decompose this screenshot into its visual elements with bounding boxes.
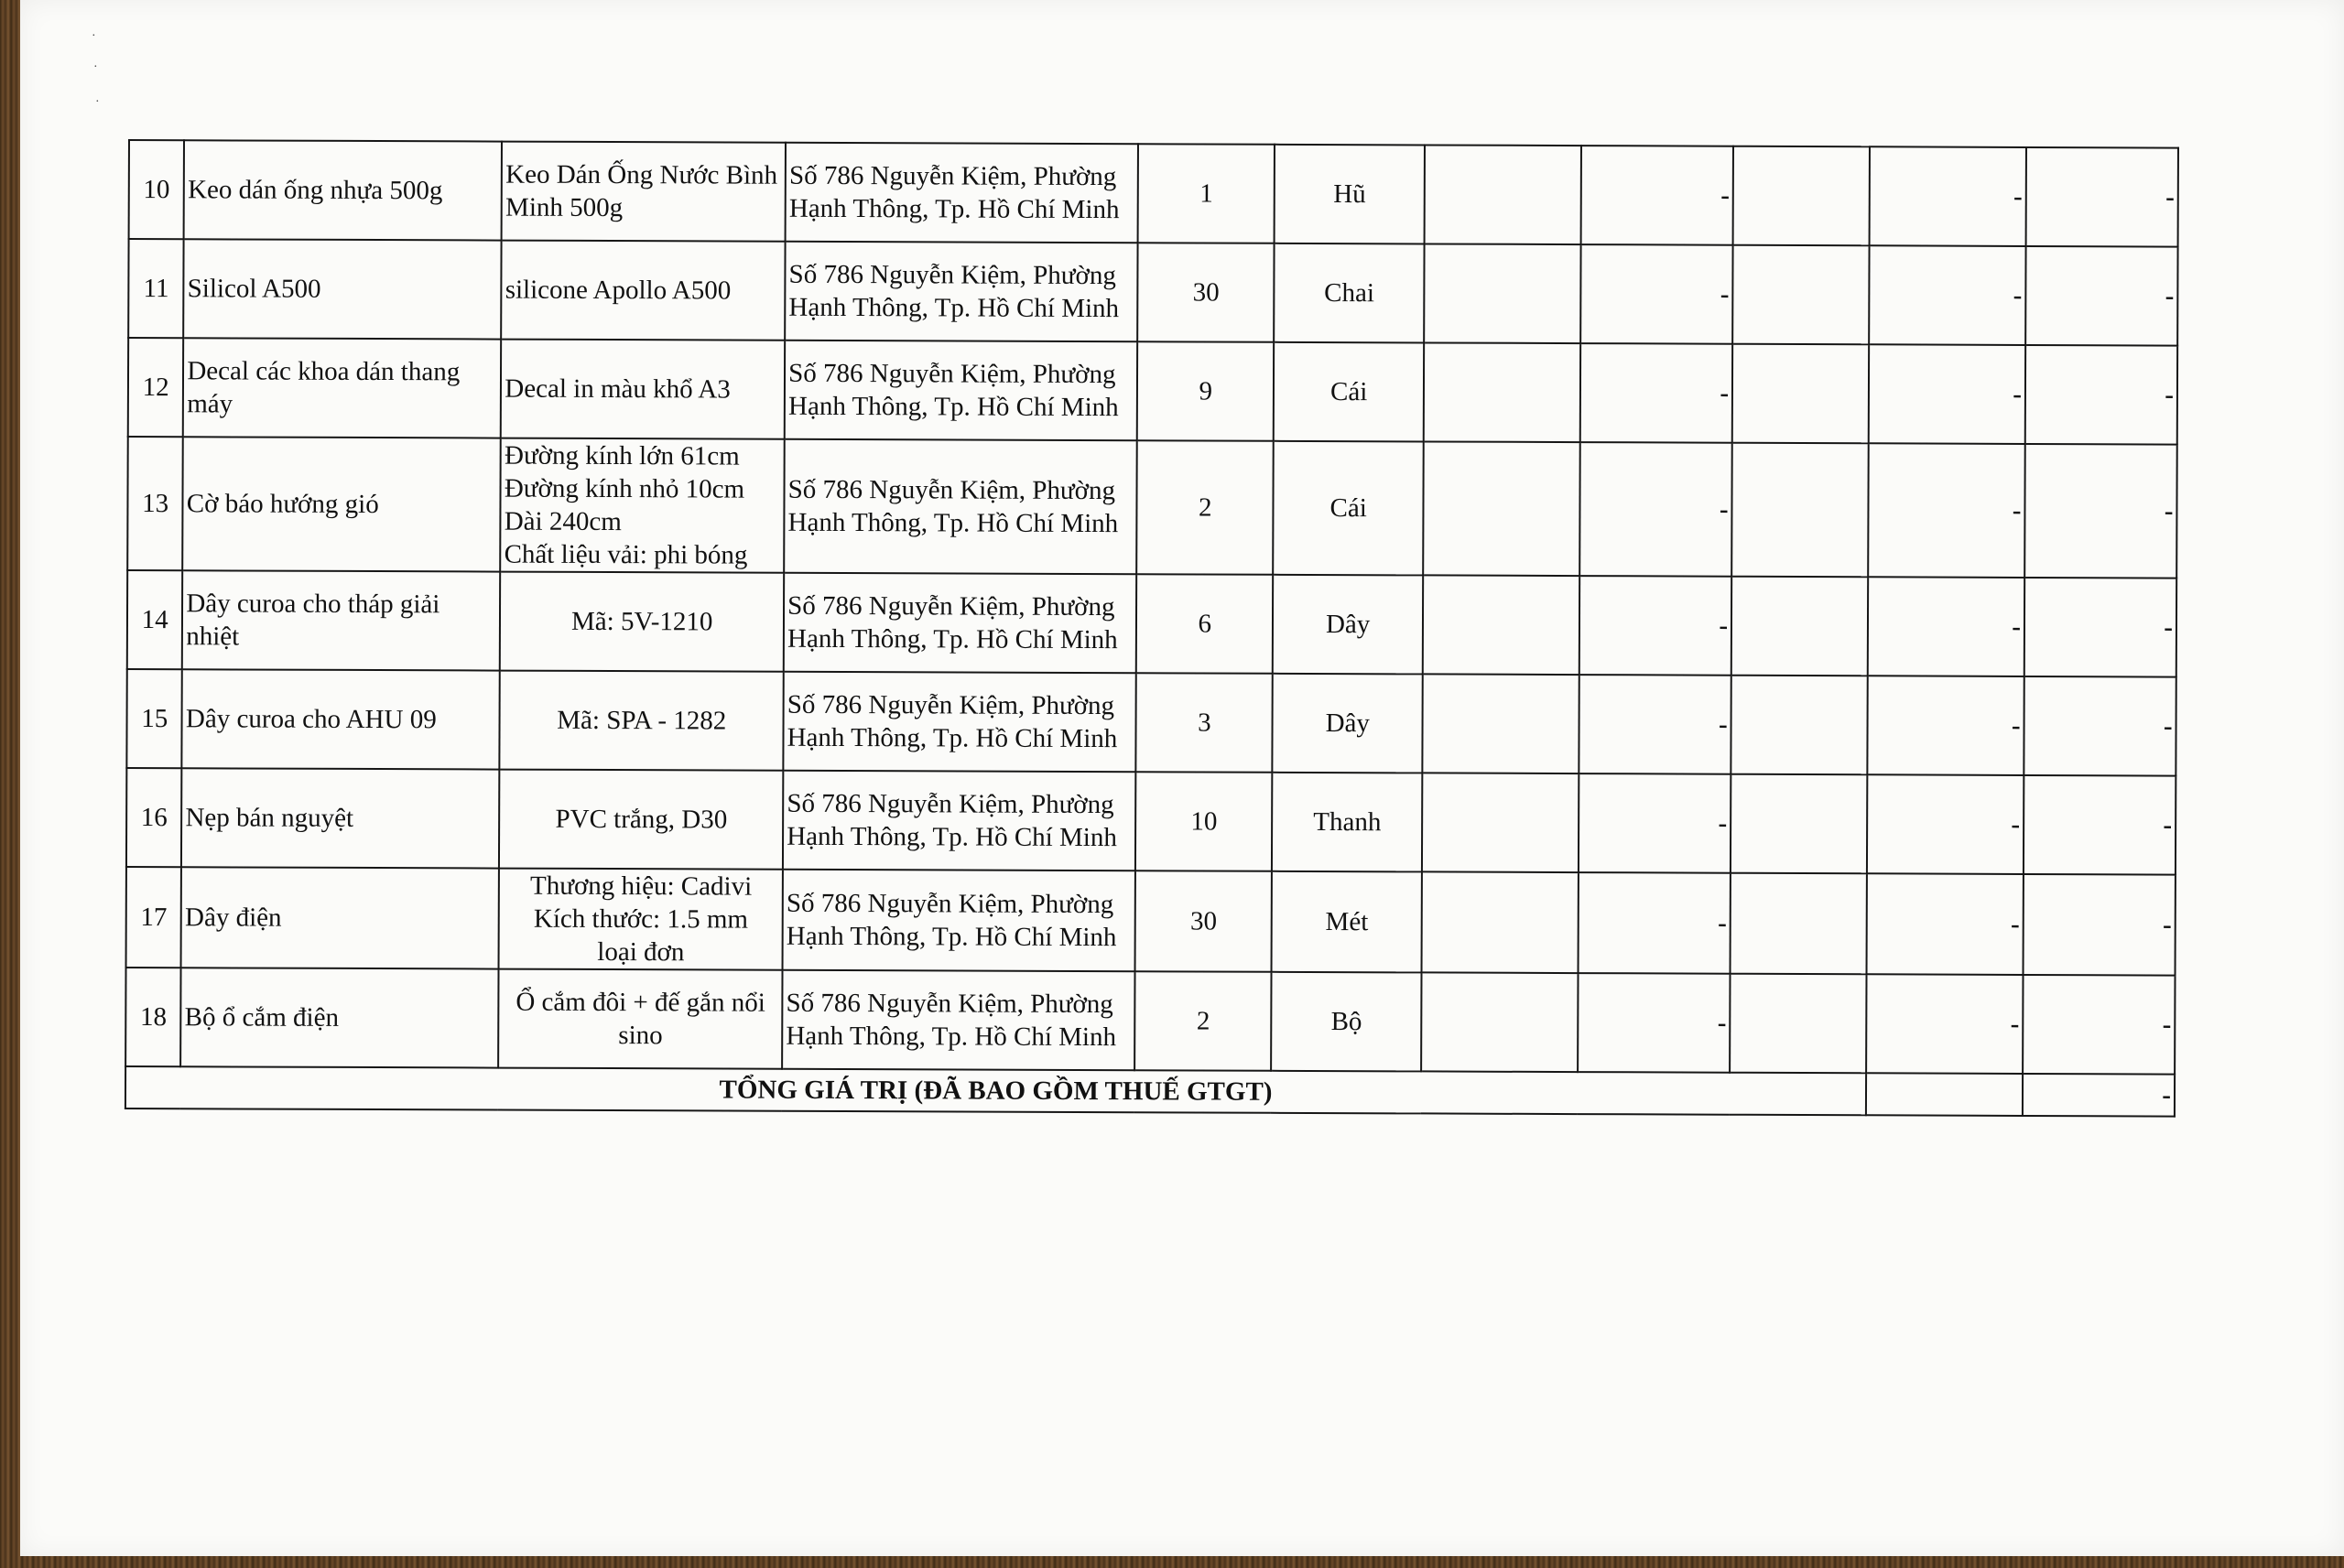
item-quantity: 2 (1137, 440, 1274, 575)
total-amount-cell: - (2023, 975, 2175, 1075)
vat-amount-cell: - (1867, 774, 2024, 874)
item-unit: Cái (1274, 342, 1424, 442)
total-section (125, 1066, 2175, 1117)
row-number: 14 (127, 570, 183, 669)
item-spec: Đường kính lớn 61cm Đường kính nhỏ 10cm Dài 240cm Chất liệu vải: phi bóng (501, 438, 785, 573)
total-row (125, 1066, 2175, 1117)
amount-cell: - (1579, 773, 1731, 873)
table-row (126, 867, 2176, 976)
total-amount-cell: - (2025, 246, 2177, 346)
item-quantity: 1 (1138, 144, 1275, 243)
delivery-address: Số 786 Nguyễn Kiệm, Phường Hạnh Thông, Tp. Hồ Chí Minh (783, 771, 1136, 871)
row-number: 18 (125, 968, 181, 1066)
item-name: Bộ ổ cắm điện (180, 968, 498, 1067)
vat-rate-cell (1731, 443, 1868, 578)
item-quantity: 30 (1138, 243, 1275, 342)
row-number: 15 (126, 669, 182, 768)
table-row (128, 239, 2177, 346)
table-row (128, 338, 2177, 445)
unit-price-cell (1423, 674, 1579, 773)
item-unit: Hũ (1275, 145, 1425, 244)
row-number: 11 (128, 239, 184, 338)
total-amount-cell: - (2025, 345, 2177, 445)
scan-speck: · (93, 60, 98, 74)
amount-cell: - (1579, 442, 1732, 577)
unit-price-cell (1422, 871, 1579, 973)
total-label: TỔNG GIÁ TRỊ (ĐÃ BAO GỒM THUẾ GTGT) (125, 1066, 1866, 1115)
amount-cell: - (1580, 343, 1732, 443)
vat-rate-cell (1732, 245, 1869, 345)
items-table-body (125, 140, 2178, 1075)
item-unit: Cái (1273, 441, 1423, 576)
item-quantity: 6 (1136, 574, 1273, 674)
vat-rate-cell (1731, 873, 1867, 975)
table-row (127, 570, 2176, 677)
total-amount-cell: - (2023, 874, 2175, 976)
item-name: Decal các khoa dán thang máy (183, 338, 501, 438)
amount-cell: - (1581, 146, 1733, 245)
delivery-address: Số 786 Nguyễn Kiệm, Phường Hạnh Thông, Tp. Hồ Chí Minh (782, 970, 1135, 1070)
item-quantity: 3 (1136, 673, 1273, 773)
item-name: Cờ báo hướng gió (183, 437, 502, 571)
delivery-address: Số 786 Nguyễn Kiệm, Phường Hạnh Thông, Tp. Hồ Chí Minh (786, 143, 1139, 243)
table-row (126, 768, 2176, 875)
row-number: 16 (126, 768, 182, 867)
item-spec: Keo Dán Ống Nước Bình Minh 500g (502, 142, 786, 242)
item-name: Dây curoa cho AHU 09 (182, 669, 500, 769)
table-row (126, 669, 2176, 776)
delivery-address: Số 786 Nguyễn Kiệm, Phường Hạnh Thông, Tp. Hồ Chí Minh (785, 242, 1138, 341)
delivery-address: Số 786 Nguyễn Kiệm, Phường Hạnh Thông, Tp. Hồ Chí Minh (784, 573, 1137, 673)
table-row (125, 968, 2175, 1075)
item-quantity: 30 (1135, 871, 1272, 972)
total-empty-cell (1866, 1073, 2023, 1116)
row-number: 10 (129, 140, 185, 239)
item-spec: PVC trắng, D30 (499, 770, 783, 870)
unit-price-cell (1424, 243, 1580, 343)
unit-price-cell (1423, 441, 1580, 576)
total-value: - (2023, 1074, 2175, 1117)
item-quantity: 2 (1134, 971, 1271, 1071)
vat-amount-cell: - (1869, 245, 2025, 345)
amount-cell: - (1580, 244, 1732, 344)
item-name: Keo dán ống nhựa 500g (184, 140, 502, 240)
vat-amount-cell: - (1866, 873, 2023, 975)
unit-price-cell (1423, 575, 1579, 675)
item-quantity: 10 (1135, 772, 1272, 871)
item-name: Dây curoa cho tháp giải nhiệt (182, 570, 500, 670)
item-unit: Dây (1273, 674, 1423, 773)
amount-cell: - (1579, 872, 1731, 974)
vat-amount-cell: - (1867, 676, 2024, 775)
item-name: Nẹp bán nguyệt (181, 768, 499, 868)
delivery-address: Số 786 Nguyễn Kiệm, Phường Hạnh Thông, Tp. Hồ Chí Minh (784, 672, 1137, 772)
item-unit: Dây (1273, 575, 1423, 675)
delivery-address: Số 786 Nguyễn Kiệm, Phường Hạnh Thông, Tp. Hồ Chí Minh (785, 341, 1138, 440)
vat-rate-cell (1733, 146, 1870, 246)
unit-price-cell (1421, 972, 1578, 1072)
amount-cell: - (1578, 973, 1730, 1073)
unit-price-cell (1425, 145, 1581, 244)
item-spec: silicone Apollo A500 (502, 241, 786, 341)
item-spec: Mã: SPA - 1282 (500, 671, 784, 771)
item-spec: Decal in màu khổ A3 (501, 340, 785, 439)
item-spec: Ổ cắm đôi + đế gắn nổi sino (498, 969, 782, 1069)
item-unit: Mét (1272, 871, 1422, 973)
vat-rate-cell (1731, 676, 1867, 775)
unit-price-cell (1424, 342, 1580, 442)
vat-rate-cell (1731, 774, 1867, 874)
total-amount-cell: - (2024, 444, 2177, 579)
amount-cell: - (1579, 675, 1731, 774)
row-number: 13 (127, 437, 183, 570)
delivery-address: Số 786 Nguyễn Kiệm, Phường Hạnh Thông, Tp. Hồ Chí Minh (784, 439, 1137, 574)
vat-rate-cell (1731, 577, 1868, 676)
vat-amount-cell: - (1868, 577, 2024, 676)
scan-speck: · (95, 95, 100, 109)
unit-price-cell (1422, 773, 1579, 872)
total-amount-cell: - (2026, 147, 2178, 247)
vat-amount-cell: - (1870, 146, 2026, 246)
item-unit: Bộ (1271, 972, 1421, 1072)
item-unit: Thanh (1272, 773, 1422, 872)
delivery-address: Số 786 Nguyễn Kiệm, Phường Hạnh Thông, Tp. Hồ Chí Minh (783, 870, 1136, 971)
amount-cell: - (1579, 576, 1731, 676)
item-spec: Mã: 5V-1210 (500, 572, 784, 672)
total-amount-cell: - (2024, 676, 2176, 776)
item-name: Dây điện (181, 867, 499, 968)
vat-amount-cell: - (1869, 344, 2025, 444)
total-amount-cell: - (2024, 775, 2176, 875)
vat-rate-cell (1730, 974, 1866, 1074)
item-spec: Thương hiệu: Cadivi Kích thước: 1.5 mm loại đơn (499, 869, 783, 970)
item-quantity: 9 (1137, 341, 1274, 441)
items-table (125, 139, 2179, 1118)
vat-amount-cell: - (1866, 974, 2023, 1074)
table-row (129, 140, 2178, 247)
vat-rate-cell (1732, 344, 1869, 444)
row-number: 12 (128, 338, 184, 437)
table-row (127, 437, 2177, 579)
scan-speck: · (92, 29, 96, 43)
item-name: Silicol A500 (184, 239, 502, 339)
vat-amount-cell: - (1868, 443, 2025, 578)
item-unit: Chai (1274, 243, 1424, 343)
total-amount-cell: - (2024, 578, 2176, 677)
row-number: 17 (126, 867, 182, 968)
